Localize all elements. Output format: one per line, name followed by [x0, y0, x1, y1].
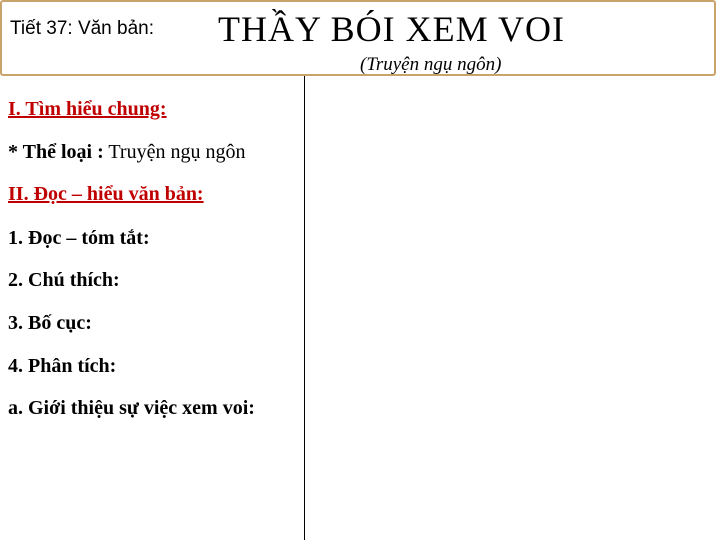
page-title: THẦY BÓI XEM VOI — [218, 9, 565, 49]
genre-line — [8, 141, 245, 164]
lesson-label: Tiết 37: Văn bản: — [10, 18, 155, 39]
genre-label: * Thể loại : — [8, 141, 104, 163]
section2-heading: II. Đọc – hiểu văn bản: — [8, 183, 204, 205]
outline-item-a: a. Giới thiệu sự việc xem voi: — [8, 397, 255, 419]
outline-item-read-summary: 1. Đọc – tóm tắt: — [8, 227, 150, 249]
genre-value: Truyện ngụ ngôn — [108, 141, 246, 163]
section1-heading: I. Tìm hiểu chung: — [8, 98, 167, 120]
column-divider — [304, 76, 305, 540]
outline-item-structure: 3. Bố cục: — [8, 312, 92, 334]
genre-subtitle: (Truyện ngụ ngôn) — [360, 54, 502, 75]
title-box — [0, 0, 716, 76]
outline-item-notes: 2. Chú thích: — [8, 269, 120, 291]
outline-item-analysis: 4. Phân tích: — [8, 355, 117, 377]
